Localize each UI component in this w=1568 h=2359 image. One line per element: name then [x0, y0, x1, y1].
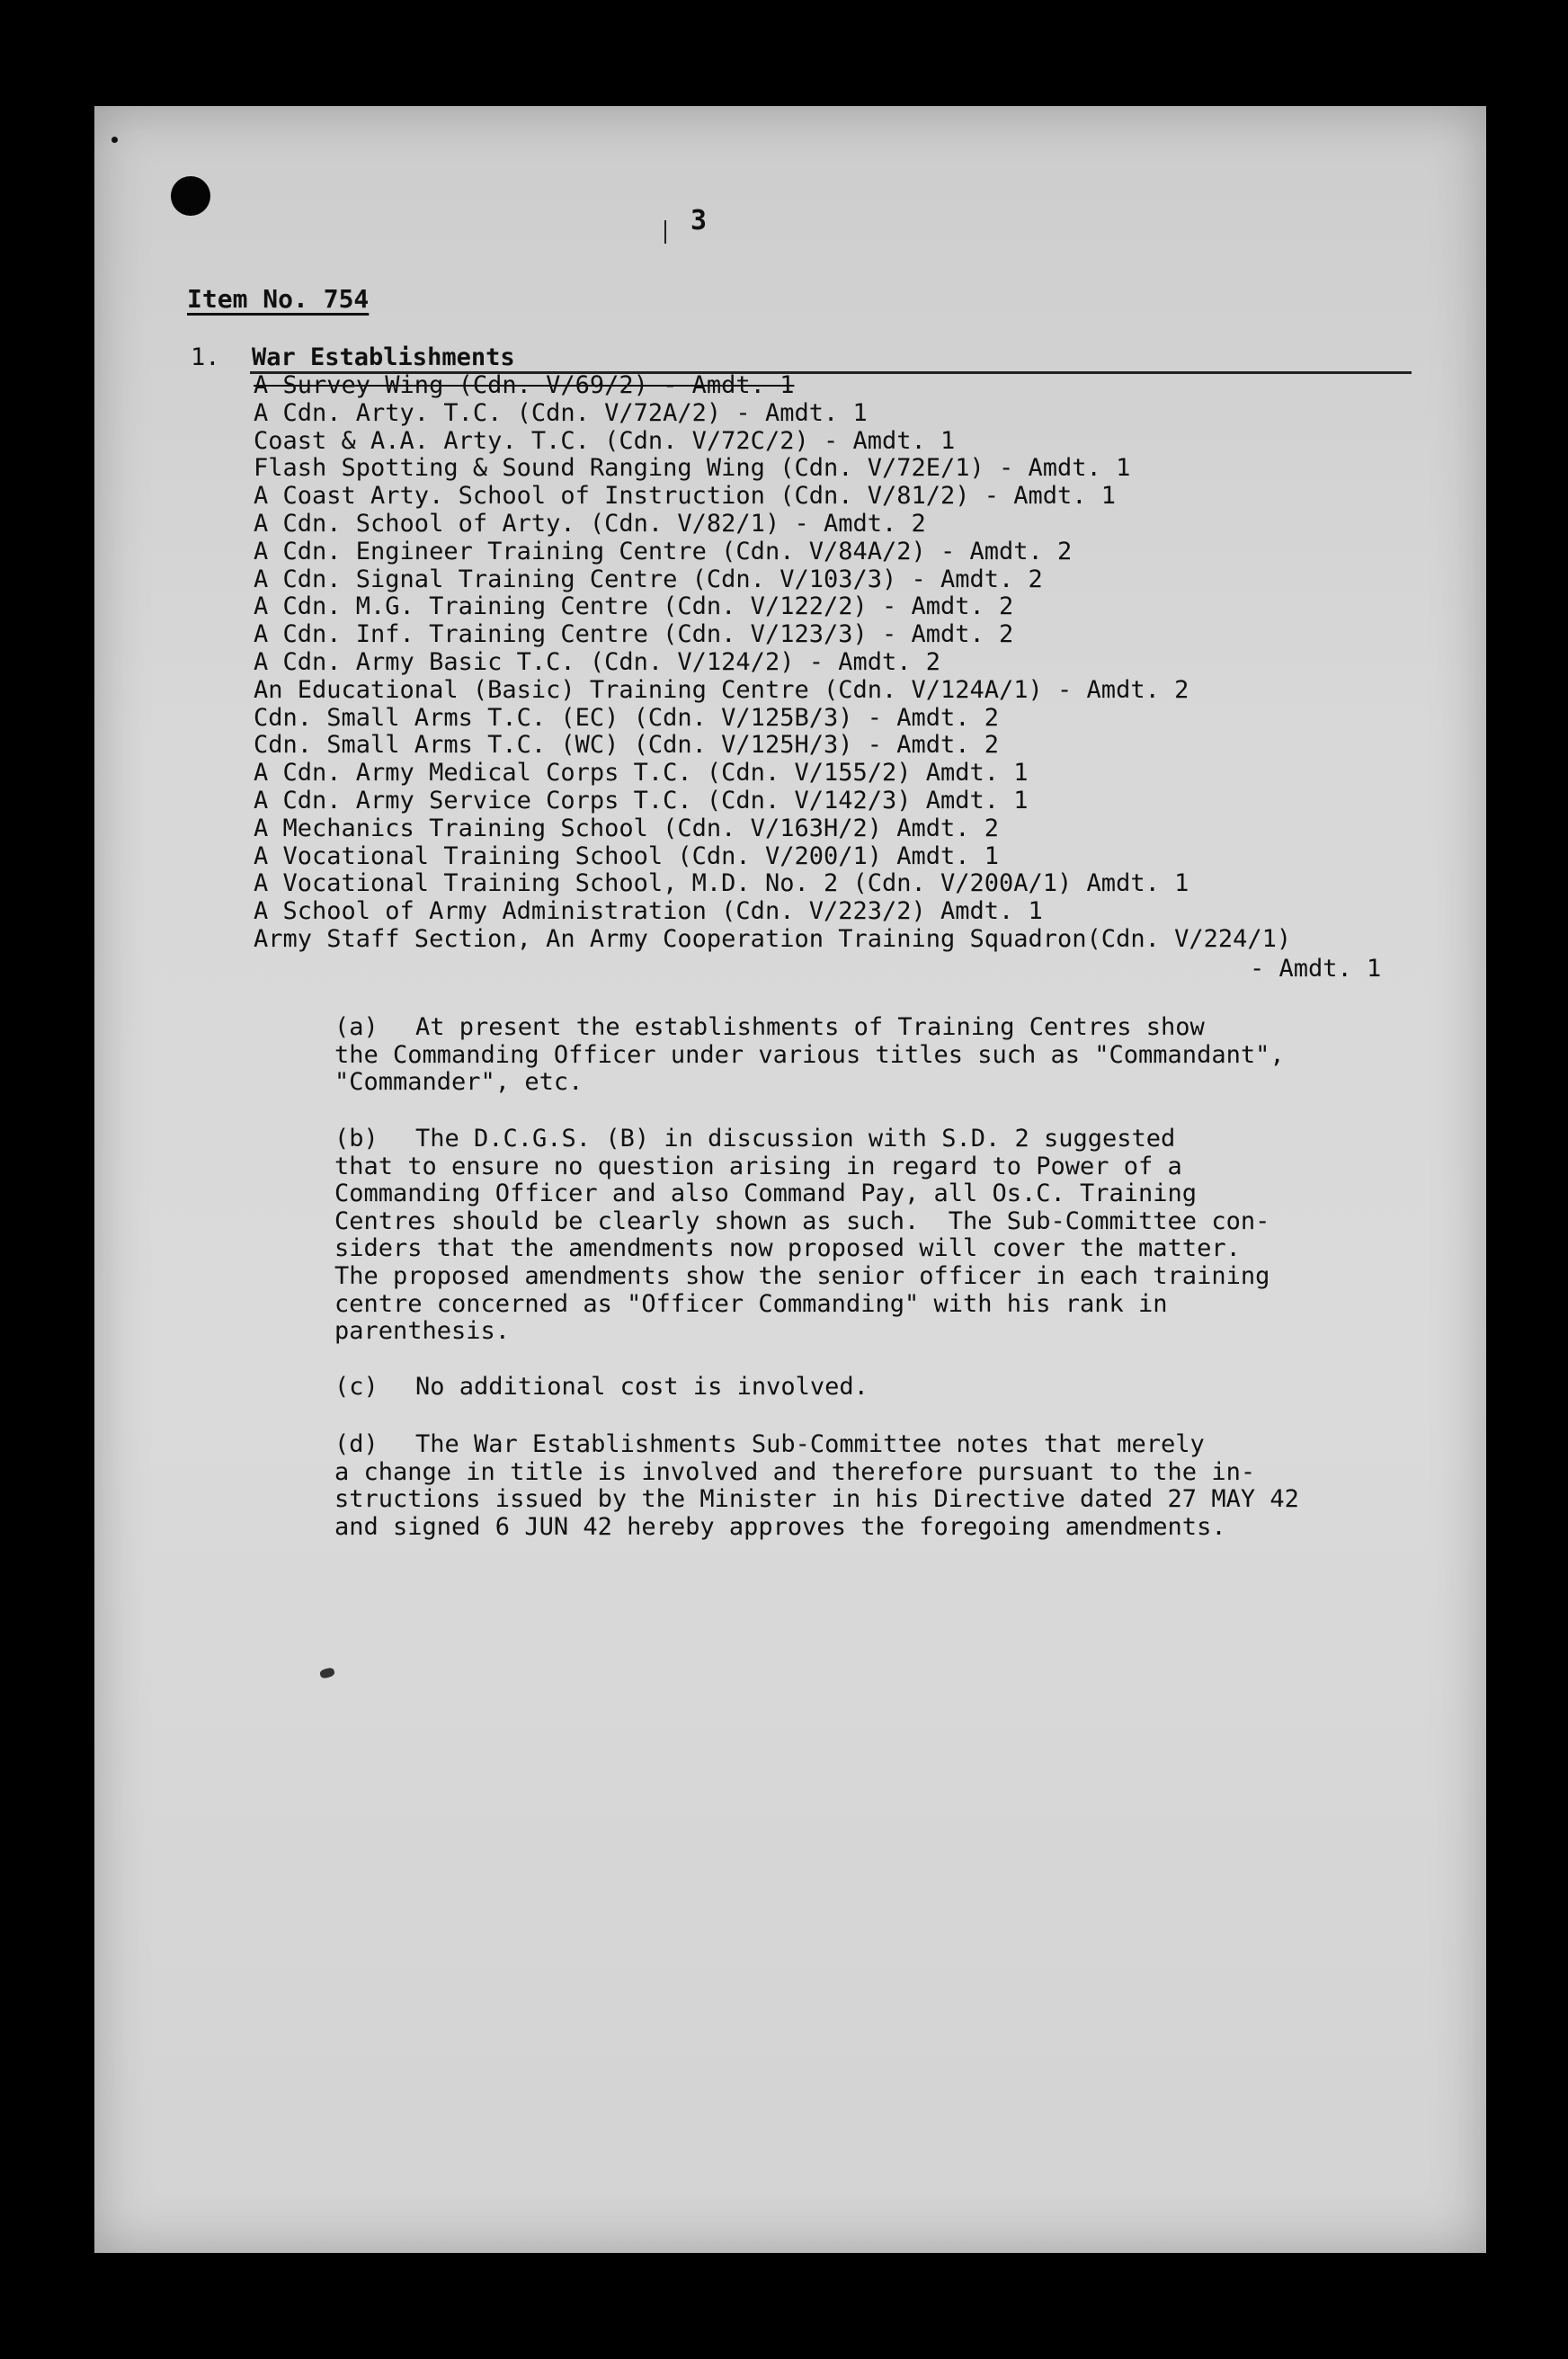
- film-speck: [111, 137, 118, 143]
- list-item: Coast & A.A. Arty. T.C. (Cdn. V/72C/2) - Amdt. 1: [254, 427, 956, 455]
- list-item: A Survey Wing (Cdn. V/69/2) - Amdt. 1: [254, 372, 795, 399]
- list-item: Flash Spotting & Sound Ranging Wing (Cdn. V/72E/1) - Amdt. 1: [254, 455, 1131, 483]
- paragraph-label: (a): [334, 1013, 379, 1041]
- list-item: A Coast Arty. School of Instruction (Cdn. V/81/2) - Amdt. 1: [254, 483, 1117, 511]
- paragraph-text: The D.C.G.S. (B) in discussion with S.D. 2 suggested that to ensure no question arising in regard to Power of a Commanding Officer and also Command Pay, all Os.C. Training Centres should be clearly shown as such. The Sub-Committee con- siders that the amendments now proposed will cover the matter. The proposed amendments show the senior officer in each training centre concerned as "Officer Commanding" with his rank in parenthesis.: [334, 1125, 1270, 1346]
- list-item: A Mechanics Training School (Cdn. V/163H/2) Amdt. 2: [254, 815, 1000, 842]
- list-item: A School of Army Administration (Cdn. V/223/2) Amdt. 1: [254, 898, 1043, 926]
- establishments-list: [254, 372, 1422, 954]
- paragraph-c: [334, 1374, 1413, 1402]
- paragraph-d: [334, 1431, 1413, 1541]
- list-item-continuation: - Amdt. 1: [1250, 955, 1382, 983]
- paragraph-text: No additional cost is involved.: [415, 1373, 869, 1401]
- list-item: Army Staff Section, An Army Cooperation Training Squadron(Cdn. V/224/1): [254, 925, 1292, 953]
- list-item: A Cdn. M.G. Training Centre (Cdn. V/122/2) - Amdt. 2: [254, 593, 1014, 621]
- list-item: A Cdn. Signal Training Centre (Cdn. V/103/3) - Amdt. 2: [254, 565, 1043, 593]
- list-item: A Cdn. Inf. Training Centre (Cdn. V/123/3) - Amdt. 2: [254, 621, 1014, 649]
- paragraph-b: [334, 1126, 1413, 1346]
- section-title: War Establishments: [252, 343, 515, 371]
- list-item: A Cdn. School of Arty. (Cdn. V/82/1) - Amdt. 2: [254, 510, 926, 538]
- punch-hole: [171, 176, 210, 216]
- list-item: A Cdn. Army Basic T.C. (Cdn. V/124/2) - Amdt. 2: [254, 648, 941, 676]
- list-item: A Cdn. Army Medical Corps T.C. (Cdn. V/155/2) Amdt. 1: [254, 760, 1029, 788]
- paragraph-label: (d): [334, 1430, 379, 1458]
- list-item: A Vocational Training School, M.D. No. 2 (Cdn. V/200A/1) Amdt. 1: [254, 870, 1189, 898]
- list-item: A Cdn. Engineer Training Centre (Cdn. V/84A/2) - Amdt. 2: [254, 538, 1073, 565]
- page-number: 3: [690, 205, 708, 236]
- paragraph-label: (b): [334, 1125, 379, 1153]
- list-item: An Educational (Basic) Training Centre (Cdn. V/124A/1) - Amdt. 2: [254, 676, 1189, 704]
- list-item: Cdn. Small Arms T.C. (WC) (Cdn. V/125H/3) - Amdt. 2: [254, 732, 1000, 760]
- list-item: A Cdn. Arty. T.C. (Cdn. V/72A/2) - Amdt. 1: [254, 399, 868, 427]
- list-item: A Cdn. Army Service Corps T.C. (Cdn. V/142/3) Amdt. 1: [254, 787, 1029, 815]
- paragraph-a: [334, 1014, 1413, 1097]
- paragraph-text: At present the establishments of Training Centres show the Commanding Officer under various titles such as "Commandant", "Commander", etc.: [334, 1013, 1285, 1097]
- paragraph-text: The War Establishments Sub-Committee notes that merely a change in title is involved and therefore pursuant to the in- structions issued by the Minister in his Directive dated 27 MAY 42 and signed 6 JUN 42 hereby approves the foregoing amendments.: [334, 1430, 1299, 1541]
- section-number: 1.: [191, 343, 220, 371]
- paragraph-label: (c): [334, 1373, 379, 1401]
- list-item: A Vocational Training School (Cdn. V/200/1) Amdt. 1: [254, 842, 1000, 870]
- item-heading: Item No. 754: [187, 284, 370, 314]
- page-mark: [664, 220, 666, 244]
- list-item: Cdn. Small Arms T.C. (EC) (Cdn. V/125B/3) - Amdt. 2: [254, 704, 1000, 732]
